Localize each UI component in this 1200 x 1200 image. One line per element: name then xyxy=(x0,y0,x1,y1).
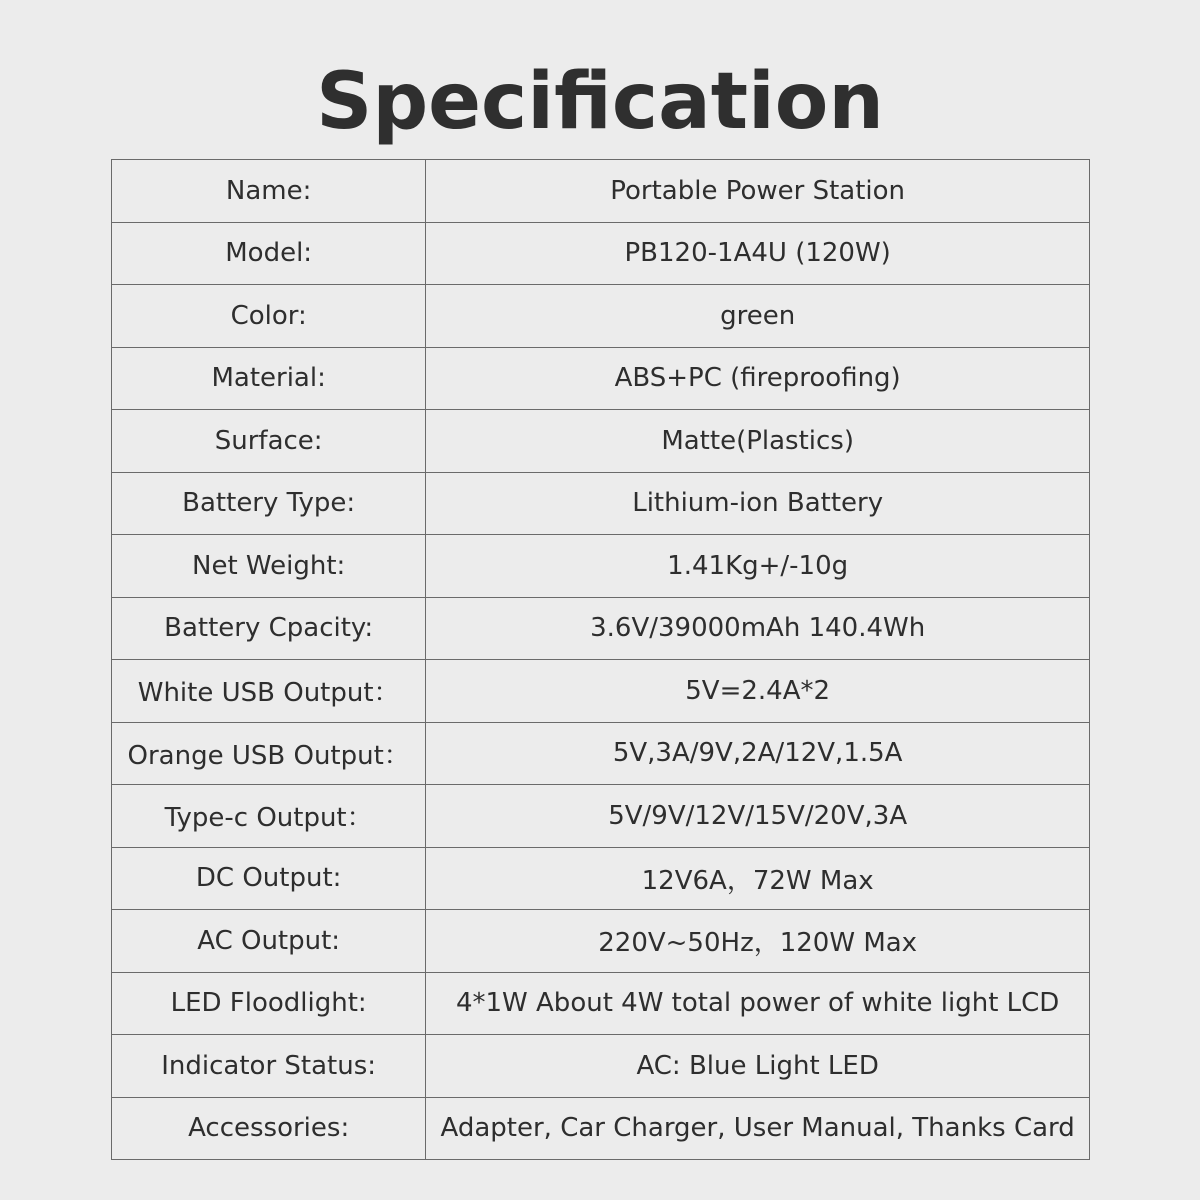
spec-label: Battery Cpacity: xyxy=(112,597,426,660)
spec-value: Lithium-ion Battery xyxy=(426,472,1090,535)
spec-value: 1.41Kg+/-10g xyxy=(426,535,1090,598)
spec-label: Name: xyxy=(112,160,426,223)
spec-value: 4*1W About 4W total power of white light LCD xyxy=(426,972,1090,1035)
spec-value: 3.6V/39000mAh 140.4Wh xyxy=(426,597,1090,660)
spec-value: 5V/9V/12V/15V/20V,3A xyxy=(426,785,1090,848)
table-row xyxy=(112,410,1090,473)
spec-label: Orange USB Output： xyxy=(112,722,426,785)
table-row xyxy=(112,722,1090,785)
spec-label: Model: xyxy=(112,222,426,285)
table-row xyxy=(112,910,1090,973)
spec-label: Color: xyxy=(112,285,426,348)
table-row xyxy=(112,597,1090,660)
spec-value: 12V6A，72W Max xyxy=(426,847,1090,910)
spec-value: Adapter, Car Charger, User Manual, Thanks Card xyxy=(426,1097,1090,1160)
spec-table-body xyxy=(112,160,1090,1160)
spec-value: green xyxy=(426,285,1090,348)
spec-value: PB120-1A4U (120W) xyxy=(426,222,1090,285)
table-row xyxy=(112,347,1090,410)
spec-label: White USB Output： xyxy=(112,660,426,723)
page-title: Specification xyxy=(316,57,884,147)
table-row xyxy=(112,472,1090,535)
table-row xyxy=(112,535,1090,598)
table-row xyxy=(112,1097,1090,1160)
table-row xyxy=(112,785,1090,848)
spec-label: Type-c Output： xyxy=(112,785,426,848)
table-row xyxy=(112,847,1090,910)
spec-label: Material: xyxy=(112,347,426,410)
spec-value: 220V~50Hz，120W Max xyxy=(426,910,1090,973)
spec-value: AC: Blue Light LED xyxy=(426,1035,1090,1098)
table-row xyxy=(112,972,1090,1035)
spec-label: Accessories: xyxy=(112,1097,426,1160)
table-row xyxy=(112,285,1090,348)
spec-label: Battery Type: xyxy=(112,472,426,535)
spec-value: 5V,3A/9V,2A/12V,1.5A xyxy=(426,722,1090,785)
spec-table xyxy=(111,159,1090,1160)
table-row xyxy=(112,1035,1090,1098)
spec-value: Matte(Plastics) xyxy=(426,410,1090,473)
spec-value: 5V=2.4A*2 xyxy=(426,660,1090,723)
spec-label: AC Output: xyxy=(112,910,426,973)
table-row xyxy=(112,160,1090,223)
spec-label: DC Output: xyxy=(112,847,426,910)
spec-value: ABS+PC (fireproofing) xyxy=(426,347,1090,410)
spec-value: Portable Power Station xyxy=(426,160,1090,223)
table-row xyxy=(112,222,1090,285)
spec-label: Net Weight: xyxy=(112,535,426,598)
spec-label: Surface: xyxy=(112,410,426,473)
spec-label: Indicator Status: xyxy=(112,1035,426,1098)
table-row xyxy=(112,660,1090,723)
spec-label: LED Floodlight: xyxy=(112,972,426,1035)
